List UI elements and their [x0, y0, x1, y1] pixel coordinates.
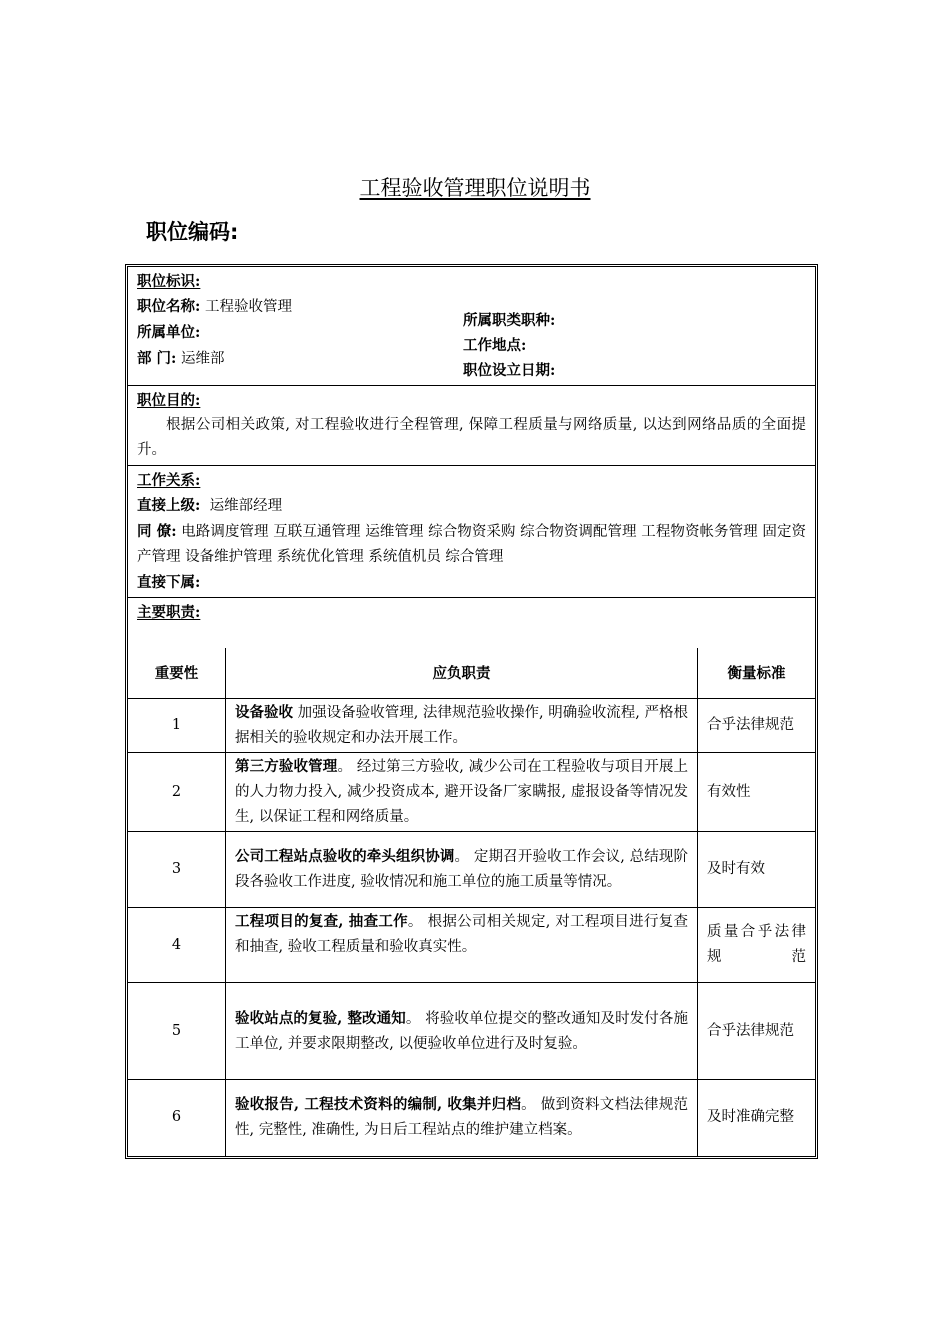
purpose-text: 根据公司相关政策, 对工程验收进行全程管理, 保障工程质量与网络质量, 以达到网络品质的全面提升。 [137, 417, 806, 458]
position-code-label: 职位编码: [146, 220, 239, 244]
row-duty-text: 。 根据公司相关规定, 对工程项目进行复查和抽查, 验收工程质量和验收真实性。 [235, 914, 688, 955]
category-label: 所属职类职种: [463, 312, 556, 329]
dept-value: 运维部 [181, 351, 225, 367]
identification-section [128, 267, 815, 386]
duties-table [128, 648, 815, 1156]
dept-label: 部 门: [137, 350, 177, 367]
row-standard: 质量合乎法律规范 [698, 908, 816, 983]
duties-table-header [128, 648, 815, 699]
table-row [128, 832, 815, 908]
table-row [128, 1080, 815, 1156]
location-label: 工作地点: [463, 337, 527, 354]
row-duty-title: 工程项目的复查, 抽查工作 [235, 913, 408, 930]
name-label: 职位名称: [137, 298, 201, 315]
col-importance: 重要性 [128, 648, 226, 699]
peers-label: 同 僚: [137, 523, 177, 540]
row-duty-text: 。 定期召开验收工作会议, 总结现阶段各验收工作进度, 验收情况和施工单位的施工质量等情况。 [235, 849, 689, 890]
purpose-heading: 职位目的: [137, 392, 201, 409]
row-no: 2 [128, 753, 226, 832]
relations-heading: 工作关系: [137, 472, 201, 489]
col-standard: 衡量标准 [698, 648, 816, 699]
row-duty [226, 753, 698, 832]
row-no: 1 [128, 699, 226, 753]
row-duty-text: 加强设备验收管理, 法律规范验收操作, 明确验收流程, 严格根据相关的验收规定和办法开展工作。 [235, 705, 688, 746]
document-title: 工程验收管理职位说明书 [359, 176, 591, 200]
row-duty [226, 832, 698, 908]
peers-value: 电路调度管理 互联互通管理 运维管理 综合物资采购 综合物资调配管理 工程物资帐务管理 固定资产管理 设备维护管理 系统优化管理 系统值机员 综合管理 [137, 524, 807, 565]
subordinate-label: 直接下属: [137, 574, 201, 591]
job-description-form [125, 264, 818, 1159]
identification-heading: 职位标识: [137, 273, 201, 290]
duties-heading: 主要职责: [137, 604, 201, 621]
row-duty-title: 验收站点的复验, 整改通知 [235, 1009, 406, 1027]
row-duty-title: 验收报告, 工程技术资料的编制, 收集并归档 [235, 1096, 522, 1114]
row-duty-title: 公司工程站点验收的牵头组织协调 [235, 848, 455, 865]
table-row [128, 908, 815, 983]
purpose-section [128, 386, 815, 466]
date-label: 职位设立日期: [463, 362, 556, 379]
superior-label: 直接上级: [137, 497, 201, 514]
table-row [128, 699, 815, 753]
row-standard: 及时准确完整 [698, 1080, 816, 1156]
row-duty [226, 908, 698, 983]
unit-label: 所属单位: [137, 324, 201, 341]
col-duty: 应负职责 [226, 648, 698, 699]
row-duty [226, 1080, 698, 1156]
row-standard: 合乎法律规范 [698, 699, 816, 753]
duties-heading-section [128, 598, 815, 648]
row-no: 4 [128, 908, 226, 983]
row-duty-text: 。 将验收单位提交的整改通知及时发付各施工单位, 并要求限期整改, 以便验收单位进行及时复验。 [235, 1010, 688, 1052]
row-duty-title: 第三方验收管理 [235, 758, 338, 775]
superior-value: 运维部经理 [209, 498, 283, 514]
relations-section [128, 466, 815, 598]
row-duty [226, 699, 698, 753]
row-no: 5 [128, 983, 226, 1080]
row-duty-text: 。 做到资料文档法律规范性, 完整性, 准确性, 为日后工程站点的维护建立档案。 [235, 1097, 688, 1139]
row-standard: 合乎法律规范 [698, 983, 816, 1080]
table-row [128, 753, 815, 832]
table-row [128, 983, 815, 1080]
row-standard: 有效性 [698, 753, 816, 832]
row-duty-title: 设备验收 [235, 704, 294, 721]
row-no: 3 [128, 832, 226, 908]
row-no: 6 [128, 1080, 226, 1156]
row-standard: 及时有效 [698, 832, 816, 908]
row-duty-text: 。 经过第三方验收, 减少公司在工程验收与项目开展上的人力物力投入, 减少投资成本, 避开设备厂家瞒报, 虚报设备等情况发生, 以保证工程和网络质量。 [235, 759, 689, 825]
name-value: 工程验收管理 [204, 299, 292, 315]
row-duty [226, 983, 698, 1080]
